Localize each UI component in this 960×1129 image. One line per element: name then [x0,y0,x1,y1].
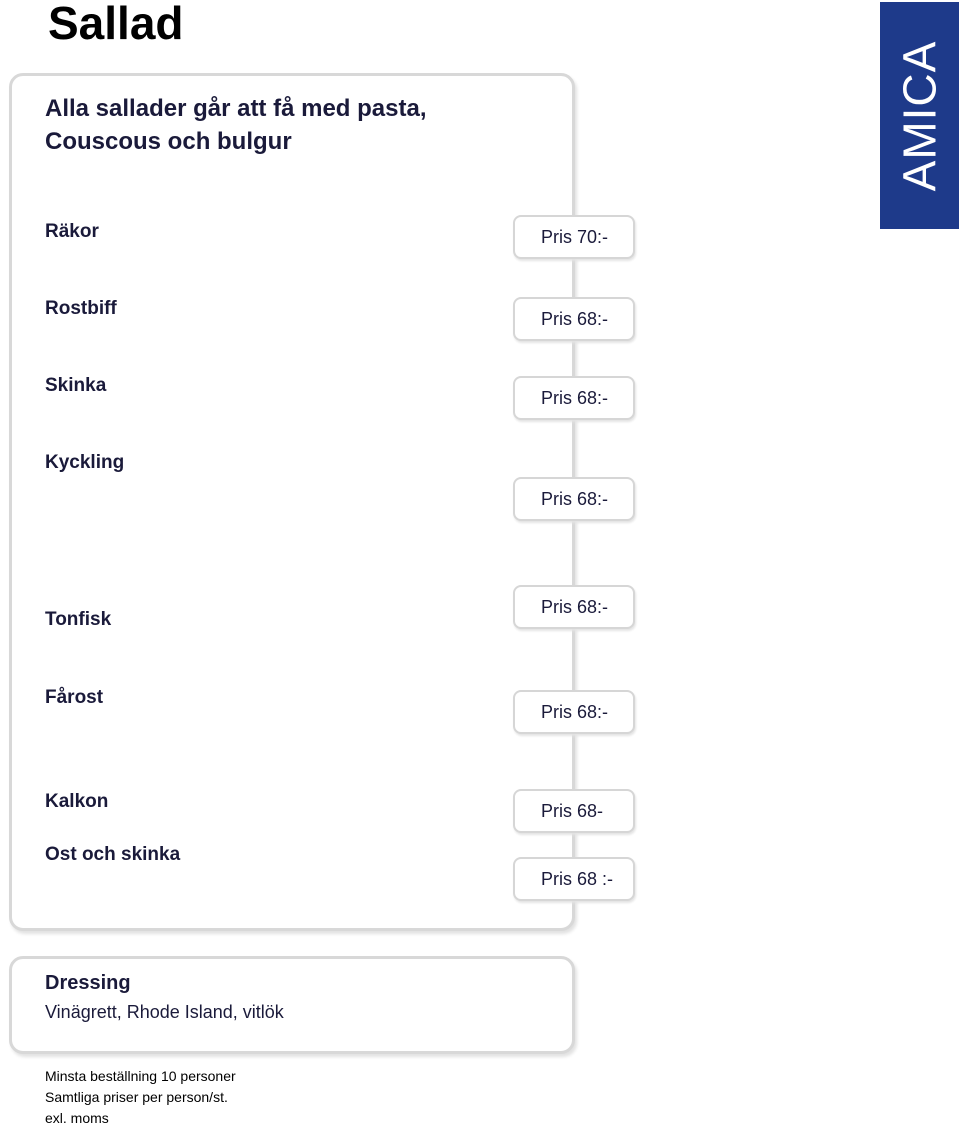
menu-item-name: Kalkon [45,791,109,812]
footer-notes [45,1066,236,1129]
menu-item-name: Tonfisk [45,609,112,630]
menu-item-name: Ost och skinka [45,844,181,865]
menu-item-price: Pris 68:- [513,297,635,341]
menu-item-price: Pris 68:- [513,376,635,420]
intro-line-1: Alla sallader går att få med pasta, [45,95,427,122]
page-title: Sallad [48,0,184,49]
menu-item-name: Skinka [45,375,107,396]
price-connector-line [572,256,574,856]
footer-line-1: Minsta beställning 10 personer [45,1068,236,1084]
logo-text: AMICA [893,40,946,191]
menu-item-name: Kyckling [45,452,125,473]
menu-item-name: Fårost [45,687,104,708]
menu-item-price: Pris 68:- [513,585,635,629]
menu-item-name: Rostbiff [45,298,117,319]
menu-item-name: Räkor [45,221,99,242]
dressing-options: Vinägrett, Rhode Island, vitlök [45,1002,284,1022]
menu-item-price: Pris 70:- [513,215,635,259]
intro-text [45,92,426,158]
amica-logo [880,2,959,229]
intro-line-2: Couscous och bulgur [45,128,292,155]
menu-item-price: Pris 68- [513,789,635,833]
menu-item-price: Pris 68 :- [513,857,635,901]
dressing-title: Dressing [45,972,131,994]
footer-line-2: Samtliga priser per person/st. [45,1089,228,1105]
footer-line-3: exl. moms [45,1110,109,1126]
menu-item-price: Pris 68:- [513,690,635,734]
menu-item-price: Pris 68:- [513,477,635,521]
